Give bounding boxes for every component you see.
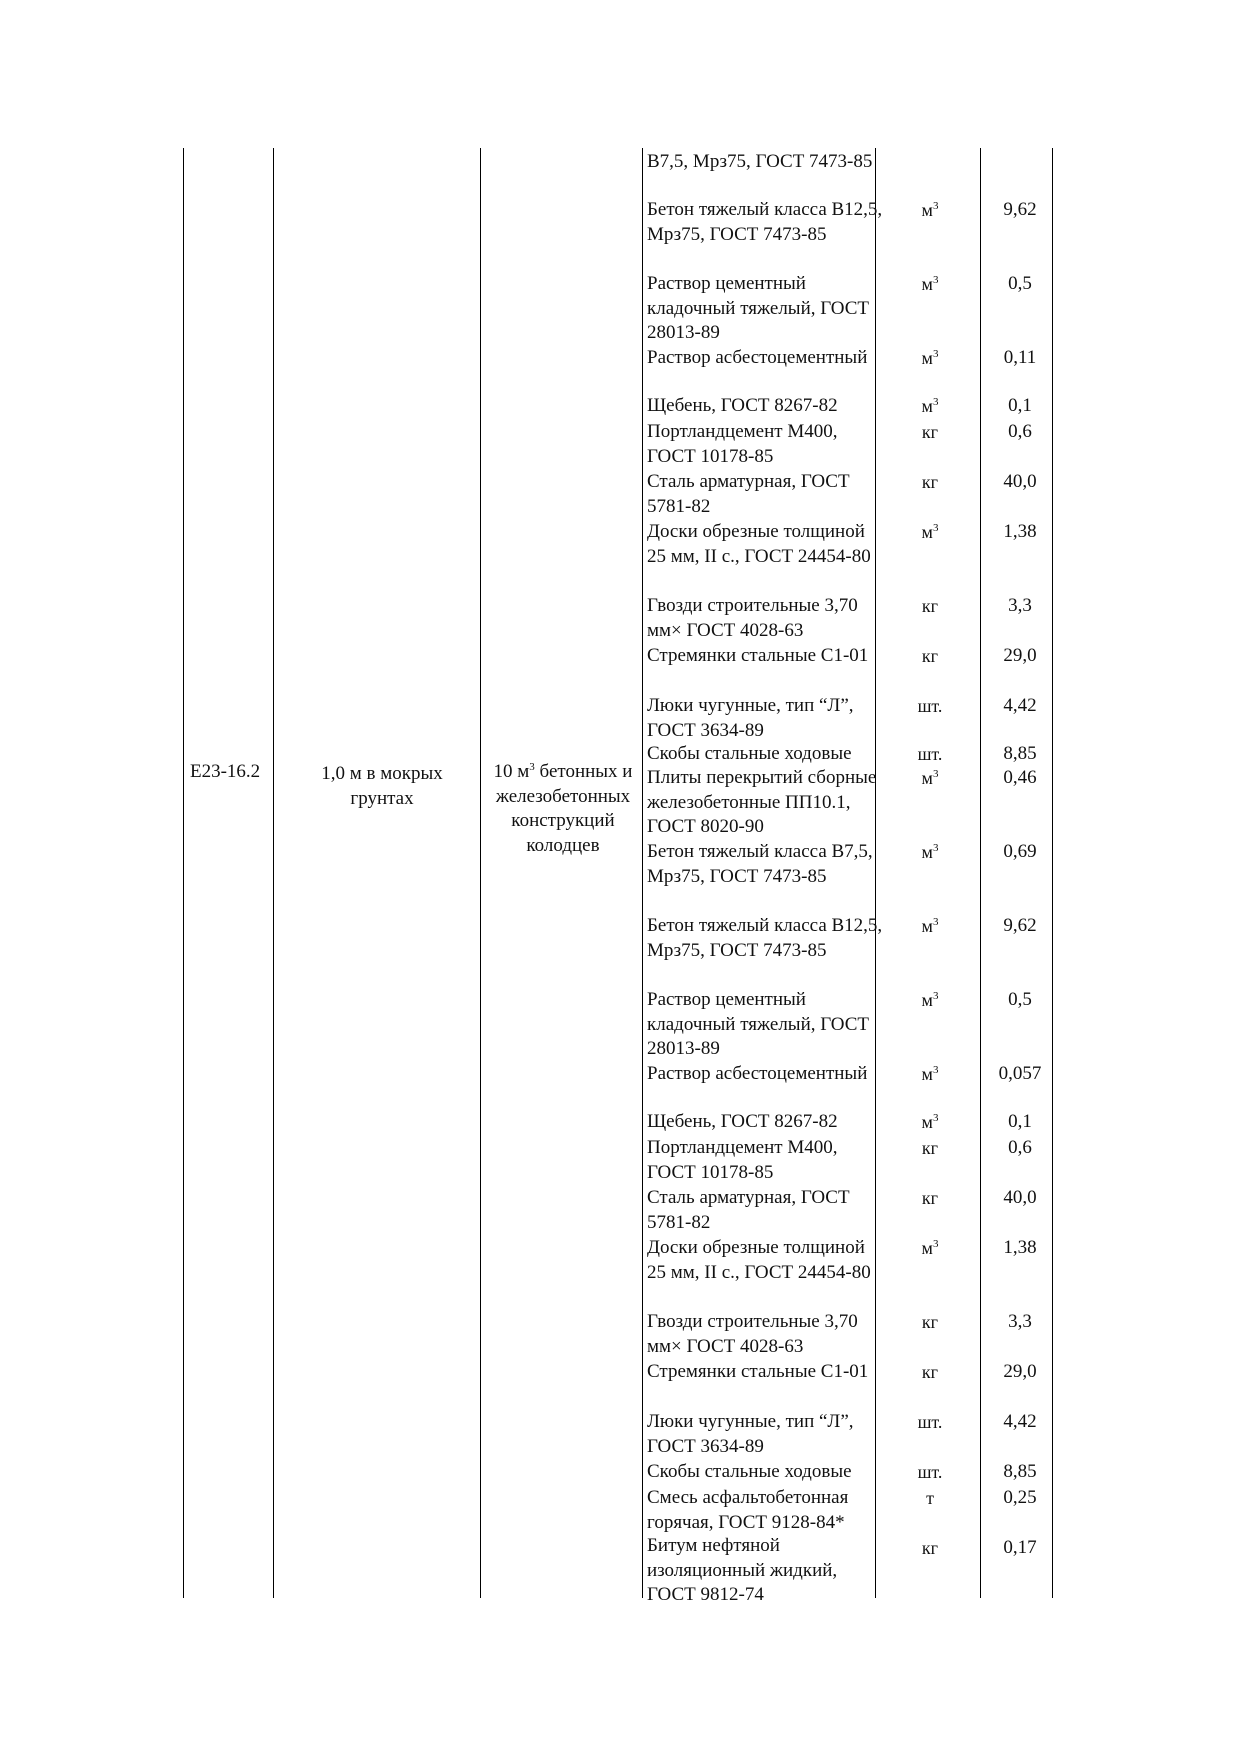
material-qty: 0,1 xyxy=(1008,1111,1032,1132)
material-qty: 0,69 xyxy=(1003,841,1037,862)
material-qty: 40,0 xyxy=(1003,471,1037,492)
material-unit: $м^3$ xyxy=(921,200,939,220)
material-name: Доски обрезные толщиной 25 мм, II с., ГОСТ 24454-80 xyxy=(647,521,871,567)
material-unit: $м^3$ xyxy=(921,348,939,368)
material-unit: $м^3$ xyxy=(921,522,939,542)
material-qty: 1,38 xyxy=(1003,521,1037,542)
material-name: Портландцемент М400, ГОСТ 10178-85 xyxy=(647,1137,838,1183)
material-name: Гвозди строительные 3,70 мм× ГОСТ 4028-63 xyxy=(647,1311,858,1357)
material-name: Битум нефтяной изоляционный жидкий, ГОСТ 9812-74 xyxy=(647,1535,838,1605)
norm-unit: 10 $м^3$ бетонных и железобетонных конструкций колодцев xyxy=(493,761,633,856)
material-unit: кг xyxy=(921,1362,939,1382)
material-name: Гвозди строительные 3,70 мм× ГОСТ 4028-63 xyxy=(647,595,858,641)
material-qty: 0,5 xyxy=(1008,273,1032,294)
material-unit: шт. xyxy=(917,1462,943,1482)
material-name: Раствор асбестоцементный xyxy=(647,347,868,368)
material-name: В7,5, Мрз75, ГОСТ 7473-85 xyxy=(647,151,873,172)
material-qty: 9,62 xyxy=(1003,199,1037,220)
norm-code: Е23-16.2 xyxy=(190,761,261,782)
material-unit: шт. xyxy=(917,744,943,764)
table-divider-1 xyxy=(273,148,274,1598)
material-name: Люки чугунные, тип “Л”, ГОСТ 3634-89 xyxy=(647,695,854,741)
material-name: Раствор цементный кладочный тяжелый, ГОСТ 28013-89 xyxy=(647,273,869,343)
material-qty: 0,17 xyxy=(1003,1537,1037,1558)
material-name: Щебень, ГОСТ 8267-82 xyxy=(647,395,838,416)
material-qty: 0,1 xyxy=(1008,395,1032,416)
material-name: Скобы стальные ходовые xyxy=(647,1461,852,1482)
material-unit: кг xyxy=(921,422,939,442)
material-unit: кг xyxy=(921,1312,939,1332)
material-qty: 1,38 xyxy=(1003,1237,1037,1258)
material-unit: $м^3$ xyxy=(921,396,939,416)
material-qty: 29,0 xyxy=(1003,1361,1037,1382)
table-divider-3 xyxy=(642,148,643,1598)
material-qty: 0,11 xyxy=(1003,347,1037,368)
material-qty: 3,3 xyxy=(1008,1311,1032,1332)
material-qty: 8,85 xyxy=(1003,743,1037,764)
material-qty: 9,62 xyxy=(1003,915,1037,936)
table-border-left xyxy=(183,148,184,1598)
material-qty: 4,42 xyxy=(1003,1411,1037,1432)
material-unit: кг xyxy=(921,1138,939,1158)
material-qty: 4,42 xyxy=(1003,695,1037,716)
material-name: Стремянки стальные С1-01 xyxy=(647,645,869,666)
material-unit: кг xyxy=(921,646,939,666)
material-qty: 8,85 xyxy=(1003,1461,1037,1482)
norm-subtitle: 1,0 м в мокрых грунтах xyxy=(321,763,443,809)
material-name: Сталь арматурная, ГОСТ 5781-82 xyxy=(647,1187,850,1233)
material-name: Стремянки стальные С1-01 xyxy=(647,1361,869,1382)
material-unit: т xyxy=(926,1488,934,1508)
material-unit: $м^3$ xyxy=(921,1238,939,1258)
material-unit: кг xyxy=(921,596,939,616)
material-qty: 0,6 xyxy=(1008,421,1032,442)
material-name: Портландцемент М400, ГОСТ 10178-85 xyxy=(647,421,838,467)
material-unit: кг xyxy=(921,1538,939,1558)
material-unit: кг xyxy=(921,472,939,492)
material-unit: $м^3$ xyxy=(921,1064,939,1084)
material-unit: шт. xyxy=(917,696,943,716)
table-divider-2 xyxy=(480,148,481,1598)
material-unit: $м^3$ xyxy=(921,916,939,936)
material-qty: 0,25 xyxy=(1003,1487,1037,1508)
material-qty: 0,46 xyxy=(1003,767,1037,788)
material-unit: шт. xyxy=(917,1412,943,1432)
material-unit: $м^3$ xyxy=(921,990,939,1010)
material-unit: $м^3$ xyxy=(921,768,939,788)
material-unit: $м^3$ xyxy=(921,1112,939,1132)
material-name: Щебень, ГОСТ 8267-82 xyxy=(647,1111,838,1132)
material-name: Плиты перекрытий сборные железобетонные ПП10.1, ГОСТ 8020-90 xyxy=(647,767,877,837)
material-unit: $м^3$ xyxy=(921,842,939,862)
material-qty: 0,6 xyxy=(1008,1137,1032,1158)
material-unit: кг xyxy=(921,1188,939,1208)
material-name: Бетон тяжелый класса В12,5, Мрз75, ГОСТ 7473-85 xyxy=(647,915,883,961)
material-qty: 0,5 xyxy=(1008,989,1032,1010)
material-name: Люки чугунные, тип “Л”, ГОСТ 3634-89 xyxy=(647,1411,854,1457)
material-name: Раствор цементный кладочный тяжелый, ГОСТ 28013-89 xyxy=(647,989,869,1059)
material-qty: 0,057 xyxy=(998,1063,1042,1084)
material-unit: $м^3$ xyxy=(921,274,939,294)
material-name: Сталь арматурная, ГОСТ 5781-82 xyxy=(647,471,850,517)
material-qty: 40,0 xyxy=(1003,1187,1037,1208)
material-name: Доски обрезные толщиной 25 мм, II с., ГОСТ 24454-80 xyxy=(647,1237,871,1283)
material-name: Бетон тяжелый класса В12,5, Мрз75, ГОСТ 7473-85 xyxy=(647,199,883,245)
material-qty: 3,3 xyxy=(1008,595,1032,616)
material-name: Бетон тяжелый класса В7,5, Мрз75, ГОСТ 7473-85 xyxy=(647,841,873,887)
material-name: Раствор асбестоцементный xyxy=(647,1063,868,1084)
material-name: Скобы стальные ходовые xyxy=(647,743,852,764)
material-qty: 29,0 xyxy=(1003,645,1037,666)
material-name: Смесь асфальтобетонная горячая, ГОСТ 9128-84* xyxy=(647,1487,849,1533)
